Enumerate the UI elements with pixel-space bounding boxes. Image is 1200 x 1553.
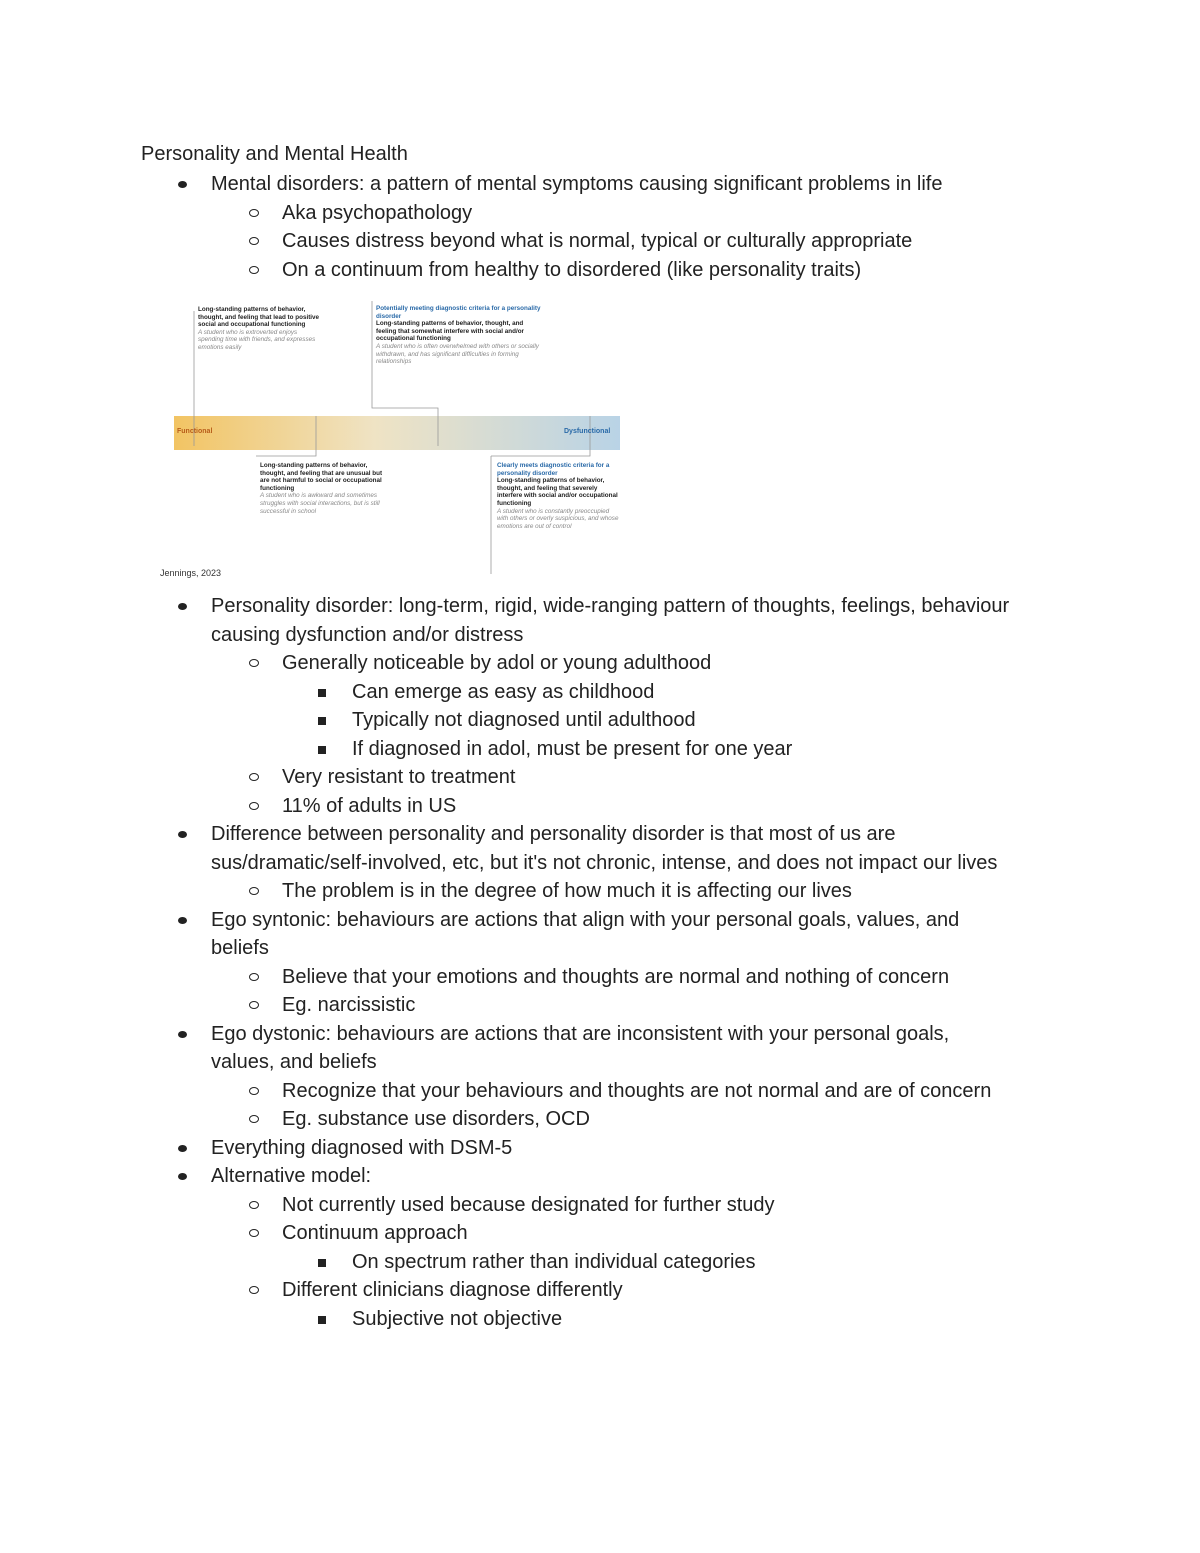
figure-box-body: Long-standing patterns of behavior, thought, and feeling that severely interfere with social and/or occupational functioning (497, 477, 618, 507)
list-item-text: Ego dystonic: behaviours are actions that are inconsistent with your personal goals, values, and beliefs (211, 1022, 950, 1073)
list-item-text: Continuum approach (282, 1222, 468, 1244)
bullet-disc-icon (178, 1031, 187, 1038)
list-item-level-1 (0, 763, 1200, 792)
list-item-level-2 (0, 706, 1200, 735)
list-item-level-1 (0, 877, 1200, 906)
figure-box-head: Long-standing patterns of behavior, thought, and feeling that lead to positive social and occupational functioning (198, 306, 320, 329)
bullet-circle-icon (249, 237, 259, 245)
list-item-text: Alternative model: (211, 1165, 372, 1187)
list-item-text: Subjective not objective (352, 1307, 563, 1330)
bullet-square-icon (318, 1316, 326, 1324)
list-item-level-2 (0, 1305, 1200, 1334)
bullet-circle-icon (249, 1229, 259, 1237)
list-item-level-1 (0, 199, 1200, 228)
list-item-text: The problem is in the degree of how much it is affecting our lives (282, 880, 852, 902)
list-item-text: Different clinicians diagnose differently (282, 1279, 623, 1301)
figure-box-example: A student who is often overwhelmed with others or socially withdrawn, and has significant difficulties in forming relationships (376, 342, 539, 366)
bullet-square-icon (318, 1259, 326, 1267)
list-item-text: On spectrum rather than individual categories (352, 1250, 756, 1273)
bullet-circle-icon (249, 973, 259, 981)
list-item-text: On a continuum from healthy to disordered (like personality traits) (282, 258, 862, 281)
list-item-text: Difference between personality and personality disorder is that most of us are sus/dramatic/self-involved, etc, but it's not chronic, intense, and does not impact our lives (211, 823, 998, 874)
dysfunctional-label: Dysfunctional (564, 428, 611, 435)
list-item-text: Believe that your emotions and thoughts are normal and nothing of concern (282, 965, 950, 988)
list-item-text: Personality disorder: long-term, rigid, wide-ranging pattern of thoughts, feelings, behaviour causing dysfunction and/or distress (211, 595, 1010, 646)
figure-box-functional (198, 306, 323, 352)
figure-box-example: A student who is constantly preoccupied with others or overly suspicious, and whose emotions are out of control (497, 507, 619, 530)
list-item-text: Causes distress beyond what is normal, typical or culturally appropriate (282, 230, 913, 252)
bullet-circle-icon (249, 659, 259, 667)
list-item-text: Typically not diagnosed until adulthood (352, 709, 696, 731)
bullet-circle-icon (249, 209, 259, 217)
bullet-square-icon (318, 746, 326, 754)
list-item-level-1 (0, 963, 1200, 992)
continuum-bar (174, 416, 620, 450)
figure-box-head: Potentially meeting diagnostic criteria for a personality disorder (376, 305, 541, 320)
bullet-square-icon (318, 717, 326, 725)
list-item-level-1 (0, 1077, 1200, 1106)
figure-box-body: Long-standing patterns of behavior, thought, and feeling that somewhat interfere with social and/or occupational functioning (376, 320, 525, 343)
bullet-disc-icon (178, 1145, 187, 1152)
bullet-circle-icon (249, 1286, 259, 1294)
list-item-level-1 (0, 1105, 1200, 1134)
list-item-level-2 (0, 678, 1200, 707)
personality-disorder-list (0, 592, 1200, 1333)
list-item-level-2 (0, 1248, 1200, 1277)
bullet-disc-icon (178, 603, 187, 610)
bullet-circle-icon (249, 1001, 259, 1009)
list-item-level-1 (0, 1191, 1200, 1220)
bullet-disc-icon (178, 181, 187, 188)
list-item-level-2 (0, 735, 1200, 764)
list-item-level-1 (0, 649, 1200, 678)
list-item-text: Can emerge as easy as childhood (352, 680, 655, 703)
list-item-level-1 (0, 256, 1200, 285)
list-item-level-0 (0, 170, 1011, 199)
bullet-circle-icon (249, 1087, 259, 1095)
list-item-text: Not currently used because designated for further study (282, 1193, 775, 1216)
page-title: Personality and Mental Health (141, 143, 408, 165)
figure-box-head: Long-standing patterns of behavior, thought, and feeling that are unusual but are not harmful to social or occupational functioning (260, 462, 383, 492)
list-item-text: Everything diagnosed with DSM-5 (211, 1136, 513, 1159)
continuum-figure (160, 296, 630, 582)
list-item-level-0 (0, 820, 1011, 877)
bullet-circle-icon (249, 1201, 259, 1209)
figure-box-head: Clearly meets diagnostic criteria for a personality disorder (497, 462, 610, 477)
list-item-text: Generally noticeable by adol or young adulthood (282, 652, 712, 674)
bullet-circle-icon (249, 887, 259, 895)
list-item-text: Mental disorders: a pattern of mental symptoms causing significant problems in life (211, 173, 943, 195)
figure-credit: Jennings, 2023 (160, 568, 222, 578)
list-item-text: Very resistant to treatment (282, 766, 516, 788)
figure-box-disorder (497, 462, 622, 530)
functional-label: Functional (177, 428, 213, 435)
list-item-text: Recognize that your behaviours and thoughts are not normal and are of concern (282, 1079, 992, 1102)
list-item-level-1 (0, 1219, 1200, 1248)
bullet-square-icon (318, 689, 326, 697)
bullet-circle-icon (249, 1115, 259, 1123)
figure-box-unusual (260, 462, 390, 515)
list-item-level-0 (0, 592, 1011, 649)
bullet-circle-icon (249, 773, 259, 781)
list-item-level-1 (0, 1276, 1200, 1305)
list-item-level-0 (0, 1162, 1011, 1191)
list-item-level-0 (0, 906, 1011, 963)
list-item-level-1 (0, 991, 1200, 1020)
figure-box-example: A student who is extroverted enjoys spending time with friends, and expresses emotions easily (198, 328, 316, 351)
bullet-circle-icon (249, 266, 259, 274)
list-item-level-1 (0, 792, 1200, 821)
list-item-level-1 (0, 227, 1200, 256)
bullet-disc-icon (178, 917, 187, 924)
bullet-disc-icon (178, 831, 187, 838)
list-item-level-0 (0, 1134, 1011, 1163)
list-item-text: If diagnosed in adol, must be present for one year (352, 737, 793, 760)
list-item-text: Ego syntonic: behaviours are actions that align with your personal goals, values, and beliefs (211, 908, 960, 959)
figure-box-example: A student who is awkward and sometimes struggles with social interactions, but is still successful in school (260, 492, 380, 515)
bullet-circle-icon (249, 802, 259, 810)
bullet-disc-icon (178, 1173, 187, 1180)
list-item-text: Aka psychopathology (282, 201, 473, 224)
list-item-level-0 (0, 1020, 1011, 1077)
figure-box-potential (376, 305, 541, 366)
list-item-text: Eg. narcissistic (282, 994, 416, 1016)
list-item-text: 11% of adults in US (282, 794, 457, 817)
list-item-text: Eg. substance use disorders, OCD (282, 1108, 590, 1130)
mental-disorders-list (0, 170, 1200, 284)
